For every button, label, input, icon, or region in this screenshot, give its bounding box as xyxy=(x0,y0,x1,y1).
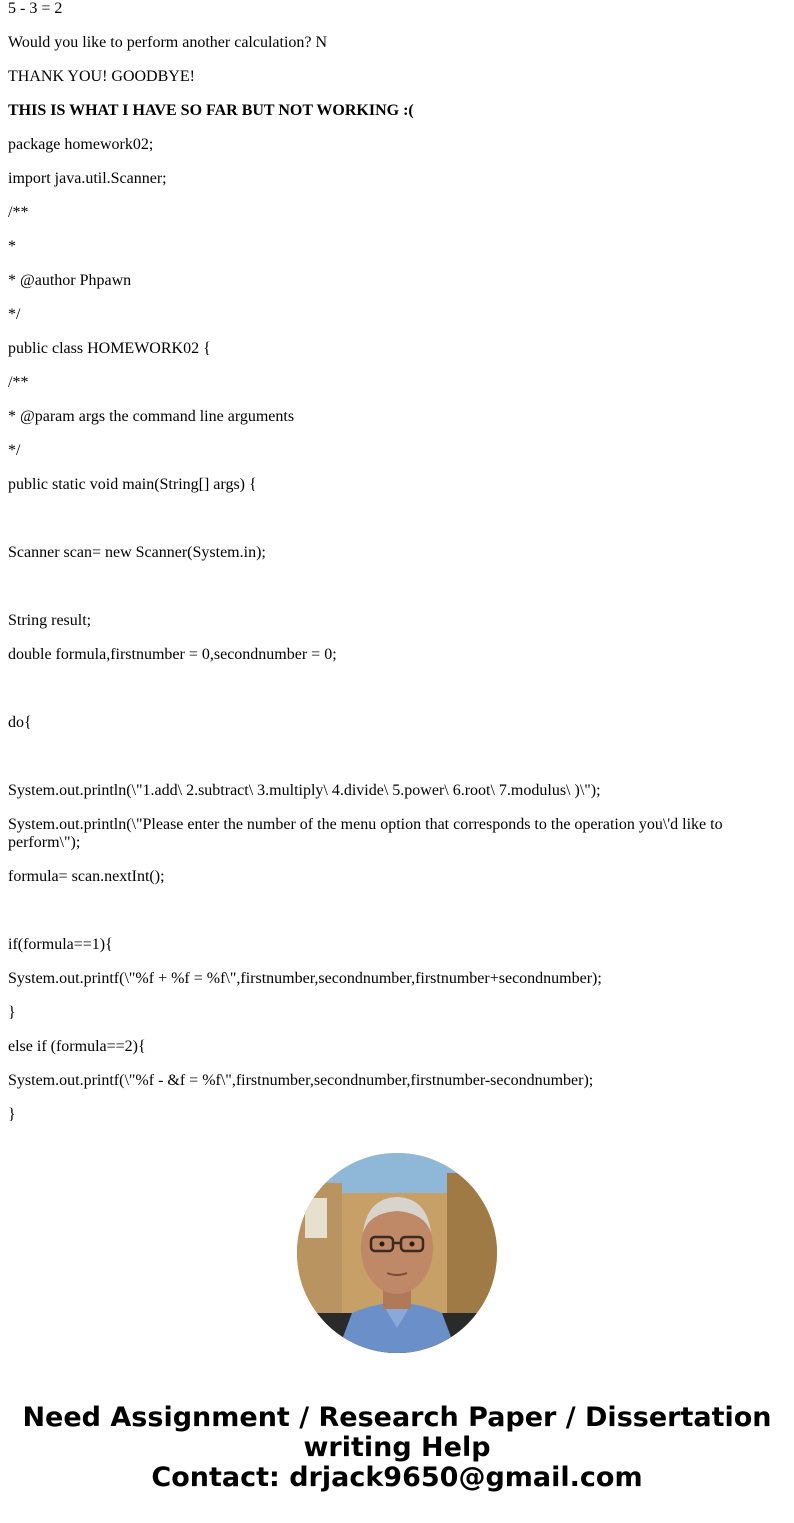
promo-line-1: Need Assignment / Research Paper / Dissertation xyxy=(22,1402,772,1433)
blank-line xyxy=(8,748,778,766)
text-line: System.out.printf(\"%f + %f = %f\",firstnumber,secondnumber,firstnumber+secondnumber); xyxy=(8,970,602,987)
text-line: 5 - 3 = 2 xyxy=(8,0,63,17)
text-line: /** xyxy=(8,204,29,221)
text-line: public class HOMEWORK02 { xyxy=(8,340,211,357)
promo-line-3: Contact: drjack9650@gmail.com xyxy=(151,1462,643,1493)
question-text xyxy=(8,0,778,1122)
text-line: package homework02; xyxy=(8,136,154,153)
text-line: * @author Phpawn xyxy=(8,272,132,289)
blank-line xyxy=(8,510,778,528)
text-line: else if (formula==2){ xyxy=(8,1038,146,1055)
text-line: THANK YOU! GOODBYE! xyxy=(8,68,195,85)
text-line: double formula,firstnumber = 0,secondnumber = 0; xyxy=(8,646,337,663)
text-line: */ xyxy=(8,442,21,459)
promo-line-2: writing Help xyxy=(303,1432,491,1463)
text-line: Scanner scan= new Scanner(System.in); xyxy=(8,544,266,561)
text-line: */ xyxy=(8,306,21,323)
text-line: System.out.println(\"1.add\ 2.subtract\ 3.multiply\ 4.divide\ 5.power\ 6.root\ 7.modulus\ )\"); xyxy=(8,782,601,799)
text-line: if(formula==1){ xyxy=(8,936,113,953)
blank-line xyxy=(8,902,778,920)
text-line: String result; xyxy=(8,612,92,629)
promo-banner xyxy=(0,1403,794,1493)
text-line: System.out.printf(\"%f - &f = %f\",firstnumber,secondnumber,firstnumber-secondnumber); xyxy=(8,1072,594,1089)
text-line: import java.util.Scanner; xyxy=(8,170,167,187)
text-line: formula= scan.nextInt(); xyxy=(8,868,165,885)
text-line: } xyxy=(8,1004,16,1021)
blank-line xyxy=(8,680,778,698)
text-line: } xyxy=(8,1106,16,1122)
text-line: do{ xyxy=(8,714,32,731)
blank-line xyxy=(8,578,778,596)
text-line: /** xyxy=(8,374,29,391)
text-line: Would you like to perform another calculation? N xyxy=(8,34,328,51)
text-line: * xyxy=(8,238,16,255)
text-line: public static void main(String[] args) { xyxy=(8,476,257,493)
avatar xyxy=(297,1153,497,1353)
text-line: * @param args the command line arguments xyxy=(8,408,295,425)
text-line: THIS IS WHAT I HAVE SO FAR BUT NOT WORKING :( xyxy=(8,102,414,119)
text-line: System.out.println(\"Please enter the number of the menu option that corresponds to the operation you\'d like to perform\"); xyxy=(8,816,727,851)
